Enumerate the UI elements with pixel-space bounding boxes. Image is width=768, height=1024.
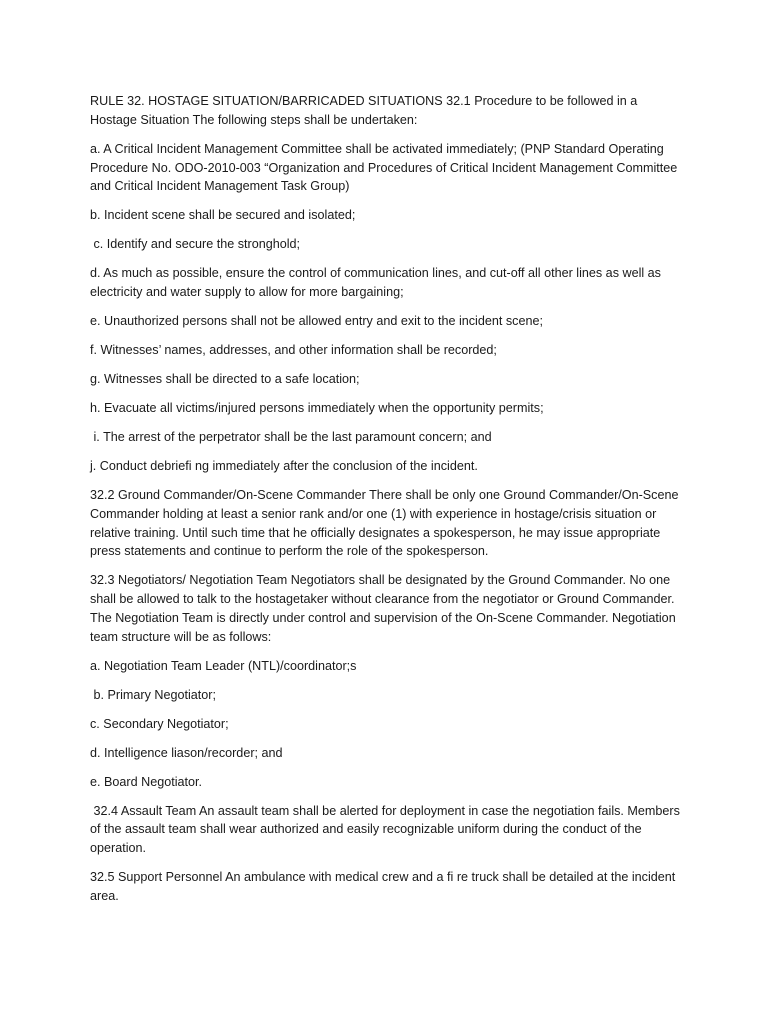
- step-d-paragraph: d. As much as possible, ensure the control of communication lines, and cut-off all other lines as well as electricity and water supply to allow for more bargaining;: [90, 266, 665, 300]
- section-32-3-paragraph: 32.3 Negotiators/ Negotiation Team Negotiators shall be designated by the Ground Commander. No one shall be allowed to talk to the hostagetaker without clearance from the negotiator or Ground Commander. The Negotiation Team is directly under control and supervision of the On-Scene Commander. Negotiation team structure will be as follows:: [90, 573, 680, 644]
- section-32-4-paragraph: 32.4 Assault Team An assault team shall be alerted for deployment in case the negotiation fails. Members of the assault team shall wear authorized and easily recognizable uniform during the conduct of the operation.: [90, 803, 684, 856]
- step-g-paragraph: g. Witnesses shall be directed to a safe location;: [90, 372, 360, 387]
- step-j-paragraph: j. Conduct debriefi ng immediately after the conclusion of the incident.: [90, 459, 478, 474]
- team-item-b-paragraph: b. Primary Negotiator;: [90, 687, 216, 702]
- step-c-paragraph: c. Identify and secure the stronghold;: [90, 237, 301, 252]
- section-32-5-paragraph: 32.5 Support Personnel An ambulance with medical crew and a fi re truck shall be detailed at the incident area.: [90, 870, 679, 904]
- team-item-e-paragraph: e. Board Negotiator.: [90, 774, 203, 789]
- document-body: [90, 92, 684, 916]
- step-a-paragraph: a. A Critical Incident Management Committee shall be activated immediately; (PNP Standard Operating Procedure No. ODO-2010-003 “Organization and Procedures of Critical Incident Management Committee and Critical Incident Management Task Group): [90, 141, 681, 194]
- step-h-paragraph: h. Evacuate all victims/injured persons immediately when the opportunity permits;: [90, 401, 544, 416]
- team-item-d-paragraph: d. Intelligence liason/recorder; and: [90, 745, 283, 760]
- step-f-paragraph: f. Witnesses’ names, addresses, and other information shall be recorded;: [90, 343, 497, 358]
- step-e-paragraph: e. Unauthorized persons shall not be allowed entry and exit to the incident scene;: [90, 314, 543, 329]
- step-b-paragraph: b. Incident scene shall be secured and isolated;: [90, 208, 356, 223]
- team-item-a-paragraph: a. Negotiation Team Leader (NTL)/coordinator;s: [90, 658, 357, 673]
- step-i-paragraph: i. The arrest of the perpetrator shall be the last paramount concern; and: [90, 430, 492, 445]
- team-item-c-paragraph: c. Secondary Negotiator;: [90, 716, 229, 731]
- rule-heading-paragraph: RULE 32. HOSTAGE SITUATION/BARRICADED SITUATIONS 32.1 Procedure to be followed in a Hostage Situation The following steps shall be undertaken:: [90, 94, 641, 127]
- section-32-2-paragraph: 32.2 Ground Commander/On-Scene Commander There shall be only one Ground Commander/On-Scene Commander holding at least a senior rank and/or one (1) with experience in hostage/crisis situation or relative training. Until such time that he officially designates a spokesperson, he may issue appropriate press statements and continue to perform the role of the spokesperson.: [90, 488, 682, 559]
